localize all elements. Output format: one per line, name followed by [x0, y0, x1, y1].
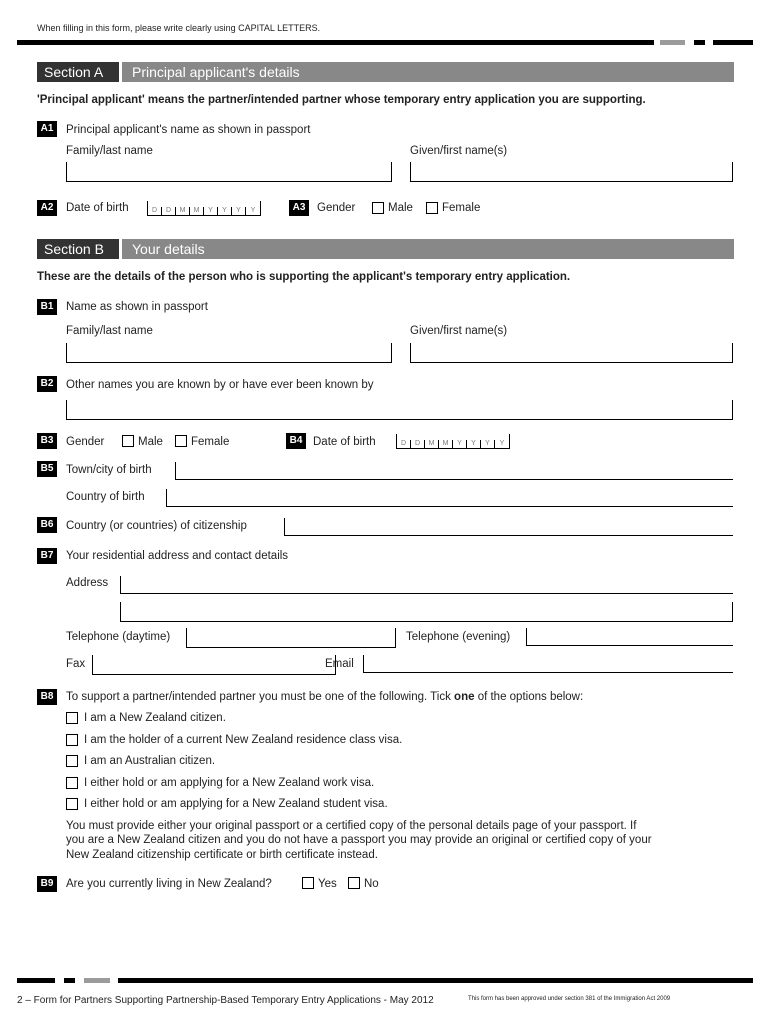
- b9-label: Are you currently living in New Zealand?: [66, 878, 272, 890]
- b7-email-input[interactable]: [363, 655, 733, 673]
- a3-female-label: Female: [442, 202, 481, 214]
- b4-label: Date of birth: [313, 436, 376, 448]
- b8-label-bold: one: [454, 691, 475, 703]
- section-b-intro: These are the details of the person who is supporting the applicant's temporary entry application.: [37, 271, 571, 283]
- question-a1-label: Principal applicant's name as shown in passport: [66, 124, 311, 136]
- b3-male-checkbox[interactable]: [122, 435, 134, 447]
- a2-label: Date of birth: [66, 202, 129, 214]
- a3-male-label: Male: [388, 202, 413, 214]
- date-letter: Y: [499, 440, 505, 447]
- header-bar-grey: [660, 40, 685, 45]
- b8-label-post: of the options below:: [474, 691, 584, 703]
- date-letter: Y: [467, 440, 481, 448]
- b8-option-checkbox[interactable]: [66, 777, 78, 789]
- date-letter: D: [411, 440, 425, 448]
- question-b2-number: B2: [37, 376, 57, 392]
- b1-family-input[interactable]: [66, 343, 392, 363]
- b7-address-input-2[interactable]: [120, 602, 733, 622]
- a3-male-checkbox[interactable]: [372, 202, 384, 214]
- b1-given-label: Given/first name(s): [410, 325, 508, 337]
- date-letter: M: [190, 207, 204, 215]
- b7-tel-day-input[interactable]: [186, 628, 396, 648]
- section-a-intro: 'Principal applicant' means the partner/intended partner whose temporary entry application you are supporting.: [37, 94, 646, 106]
- date-letter: M: [439, 440, 453, 448]
- section-a-title: Principal applicant's details: [122, 62, 734, 82]
- b7-email-label: Email: [325, 658, 354, 670]
- header-bar: [17, 40, 654, 45]
- a2-date-input[interactable]: [147, 201, 261, 216]
- date-letter: Y: [204, 207, 218, 215]
- b1-label: Name as shown in passport: [66, 301, 208, 313]
- b8-option-label: I am the holder of a current New Zealand residence class visa.: [84, 734, 403, 746]
- b5-country-label: Country of birth: [66, 491, 145, 503]
- b4-date-input[interactable]: [396, 434, 510, 449]
- question-b1-number: B1: [37, 299, 57, 315]
- question-b9-number: B9: [37, 876, 57, 892]
- question-b3-number: B3: [37, 433, 57, 449]
- a1-family-label: Family/last name: [66, 145, 153, 157]
- footer-bar-grey: [84, 978, 110, 983]
- b8-option-label: I either hold or am applying for a New Zealand student visa.: [84, 798, 388, 810]
- b5-town-input[interactable]: [175, 462, 733, 480]
- b3-female-label: Female: [191, 436, 230, 448]
- footer-approval-note: This form has been approved under section 381 of the Immigration Act 2009: [468, 996, 671, 1002]
- b7-tel-day-label: Telephone (daytime): [66, 631, 171, 643]
- b5-country-input[interactable]: [166, 489, 733, 507]
- b9-yes-label: Yes: [318, 878, 337, 890]
- b7-fax-label: Fax: [66, 658, 86, 670]
- b7-tel-eve-label: Telephone (evening): [406, 631, 511, 643]
- header-note: When filling in this form, please write clearly using CAPITAL LETTERS.: [37, 23, 321, 33]
- b7-tel-eve-input[interactable]: [526, 628, 733, 646]
- date-letter: D: [148, 207, 162, 215]
- b8-option-checkbox[interactable]: [66, 798, 78, 810]
- b2-label: Other names you are known by or have ever been known by: [66, 379, 374, 391]
- b7-address-label: Address: [66, 577, 109, 589]
- b8-option-label: I either hold or am applying for a New Zealand work visa.: [84, 777, 375, 789]
- section-b-tag: Section B: [37, 239, 119, 259]
- a3-female-checkbox[interactable]: [426, 202, 438, 214]
- question-b7-number: B7: [37, 548, 57, 564]
- b8-option-label: I am a New Zealand citizen.: [84, 712, 226, 724]
- question-b4-number: B4: [286, 433, 306, 449]
- date-letter: Y: [232, 207, 246, 215]
- question-b5-number: B5: [37, 461, 57, 477]
- b3-male-label: Male: [138, 436, 163, 448]
- b9-no-label: No: [364, 878, 379, 890]
- b8-note-line-3: New Zealand citizenship certificate or birth certificate instead.: [66, 849, 378, 861]
- date-letter: Y: [218, 207, 232, 215]
- question-b6-number: B6: [37, 517, 57, 533]
- question-a1-number: A1: [37, 121, 57, 137]
- footer-bar: [118, 978, 753, 983]
- b6-citizenship-input[interactable]: [284, 518, 733, 536]
- a3-label: Gender: [317, 202, 356, 214]
- b8-option-label: I am an Australian citizen.: [84, 755, 216, 767]
- b8-option-checkbox[interactable]: [66, 712, 78, 724]
- b7-address-input-1[interactable]: [120, 576, 733, 594]
- footer-bar-start: [17, 978, 55, 983]
- b1-family-label: Family/last name: [66, 325, 153, 337]
- b8-option-checkbox[interactable]: [66, 734, 78, 746]
- header-bar-short: [694, 40, 705, 45]
- b8-note-line-2: you are a New Zealand citizen and you do not have a passport you may provide an original or certified copy of your: [66, 834, 652, 846]
- date-letter: D: [162, 207, 176, 215]
- b7-label: Your residential address and contact details: [66, 550, 289, 562]
- footer-bar-short: [64, 978, 75, 983]
- question-b8-number: B8: [37, 689, 57, 705]
- b7-fax-input[interactable]: [92, 655, 336, 675]
- date-letter: Y: [453, 440, 467, 448]
- question-a3-number: A3: [289, 200, 309, 216]
- a1-family-input[interactable]: [66, 162, 392, 182]
- date-letter: Y: [250, 207, 256, 214]
- date-letter: Y: [481, 440, 495, 448]
- footer-title: 2 – Form for Partners Supporting Partnership-Based Temporary Entry Applications - May 2012: [17, 995, 434, 1006]
- b8-label: [66, 691, 583, 703]
- section-a-tag: Section A: [37, 62, 119, 82]
- date-letter: M: [176, 207, 190, 215]
- b3-label: Gender: [66, 436, 105, 448]
- date-letter: M: [425, 440, 439, 448]
- b3-female-checkbox[interactable]: [175, 435, 187, 447]
- b8-label-pre: To support a partner/intended partner you must be one of the following. Tick: [66, 691, 455, 703]
- b8-note-line-1: You must provide either your original passport or a certified copy of the personal details page of your passport. If: [66, 820, 637, 832]
- a1-given-label: Given/first name(s): [410, 145, 508, 157]
- b5-town-label: Town/city of birth: [66, 464, 152, 476]
- b2-other-names-input[interactable]: [66, 400, 733, 420]
- date-letter: D: [397, 440, 411, 448]
- section-b-title: Your details: [122, 239, 734, 259]
- b9-yes-checkbox[interactable]: [302, 877, 314, 889]
- b9-no-checkbox[interactable]: [348, 877, 360, 889]
- a1-given-input[interactable]: [410, 162, 733, 182]
- b8-option-checkbox[interactable]: [66, 755, 78, 767]
- header-bar-end: [713, 40, 753, 45]
- question-a2-number: A2: [37, 200, 57, 216]
- b6-label: Country (or countries) of citizenship: [66, 520, 247, 532]
- b1-given-input[interactable]: [410, 343, 733, 363]
